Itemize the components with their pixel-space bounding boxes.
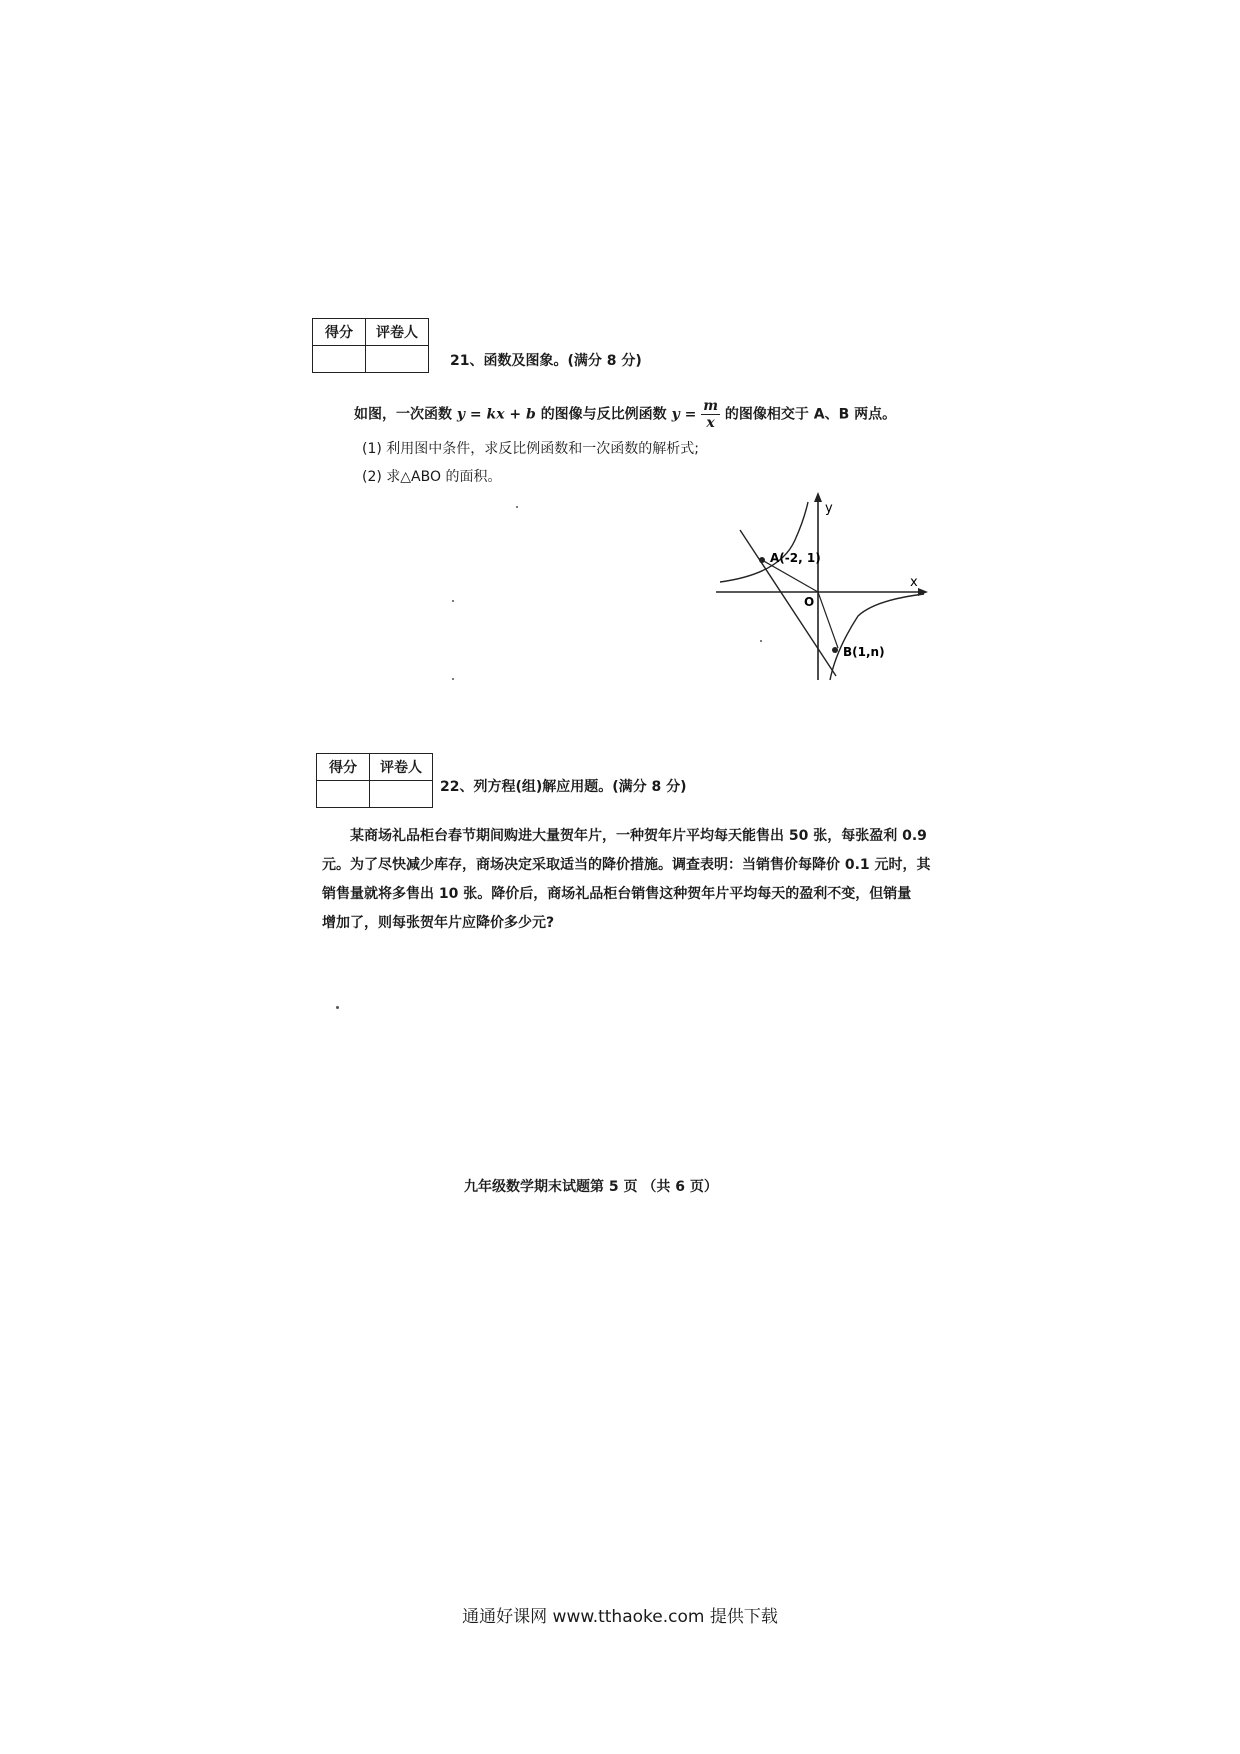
- q22-line-3: 销售量就将多售出 10 张。降价后，商场礼品柜台销售这种贺年片平均每天的盈利不变，但销量: [322, 886, 912, 902]
- q21-linear-formula: y = kx + b: [456, 406, 536, 423]
- q21-intro-before: 如图，一次函数: [354, 406, 452, 423]
- q21-score-label: 得分: [313, 319, 366, 346]
- q22-line-4: 增加了，则每张贺年片应降价多少元?: [322, 915, 555, 931]
- q21-part2: (2) 求△ABO 的面积。: [362, 469, 502, 485]
- q21-grader-cell: [366, 346, 429, 373]
- origin-label: O: [804, 595, 815, 609]
- page-footer: 九年级数学期末试题第 5 页 （共 6 页）: [464, 1179, 718, 1195]
- q22-grader-label: 评卷人: [370, 754, 433, 781]
- hyperbola-branch-right: [830, 594, 924, 680]
- scan-speck: [452, 600, 454, 602]
- q21-part1: (1) 利用图中条件，求反比例函数和一次函数的解析式;: [362, 441, 699, 457]
- q21-fraction-denominator: x: [706, 415, 715, 431]
- point-b-label: B(1,n): [843, 645, 885, 659]
- y-axis-arrow: [814, 492, 822, 502]
- q21-function-graph: [700, 490, 940, 690]
- hyperbola-branch-left: [720, 502, 808, 582]
- q22-line-2: 元。为了尽快减少库存，商场决定采取适当的降价措施。调查表明：当销售价每降价 0.1 元时，其: [322, 857, 931, 873]
- point-b: [832, 647, 838, 653]
- scan-speck: [516, 506, 518, 508]
- point-a: [759, 557, 765, 563]
- line-ob: [818, 592, 838, 648]
- y-axis-label: y: [825, 501, 833, 516]
- q21-score-table: [312, 318, 429, 373]
- q22-title: 22、列方程(组)解应用题。(满分 8 分): [440, 779, 687, 795]
- point-a-label: A(-2, 1): [770, 551, 821, 565]
- q21-title: 21、函数及图象。(满分 8 分): [450, 353, 642, 369]
- q22-line-1: 某商场礼品柜台春节期间购进大量贺年片，一种贺年片平均每天能售出 50 张，每张盈利 0.9: [350, 828, 927, 844]
- q21-intro-middle: 的图像与反比例函数: [540, 406, 667, 423]
- x-axis-label: x: [910, 575, 918, 590]
- q22-score-cell: [317, 781, 370, 808]
- q21-inverse-lhs: y =: [671, 406, 697, 423]
- q21-intro-after: 的图像相交于 A、B 两点。: [724, 406, 897, 423]
- q21-fraction-numerator: m: [703, 398, 719, 414]
- bottom-banner: 通通好课网 www.tthaoke.com 提供下载: [462, 1607, 778, 1627]
- q21-inverse-fraction: [701, 398, 720, 431]
- scan-speck: [760, 640, 762, 642]
- q21-intro: [354, 398, 896, 431]
- q22-grader-cell: [370, 781, 433, 808]
- q22-score-label: 得分: [317, 754, 370, 781]
- scan-speck: [452, 678, 454, 680]
- q22-score-table: [316, 753, 433, 808]
- q22-problem-text: [322, 822, 932, 938]
- q21-score-cell: [313, 346, 366, 373]
- q21-grader-label: 评卷人: [366, 319, 429, 346]
- scan-speck: [336, 1006, 339, 1009]
